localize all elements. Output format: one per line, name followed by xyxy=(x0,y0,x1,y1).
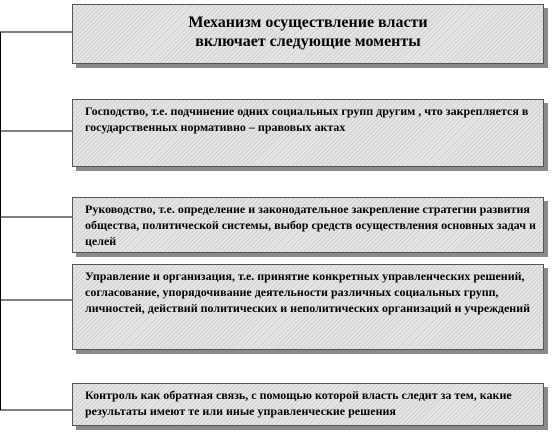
title-box xyxy=(72,4,544,64)
item-box-dominance xyxy=(72,99,544,167)
item-box-control xyxy=(72,383,544,426)
item-text-control: Контроль как обратная связь, с помощью которой власть следит за тем, какие результаты имеют те или иные управленческие решения xyxy=(85,388,512,418)
item-text-dominance: Господство, т.е. подчинение одних социальных групп другим , что закрепляется в государственных нормативно – правовых актах xyxy=(85,104,529,134)
item-text-management: Управление и организация, т.е. принятие конкретных управленческих решений, согласование, упорядочивание деятельности различных социальных групп, личностей, действий политических и неполитических организаций и учреждений xyxy=(85,269,531,315)
item-box-leadership xyxy=(72,197,544,253)
item-box-management xyxy=(72,264,544,350)
diagram-title: Механизм осуществление власти включает следующие моменты xyxy=(188,14,428,50)
item-text-leadership: Руководство, т.е. определение и законодательное закрепление стратегии развития общества, политической системы, выбор средств осуществления основных задач и целей xyxy=(85,202,536,248)
